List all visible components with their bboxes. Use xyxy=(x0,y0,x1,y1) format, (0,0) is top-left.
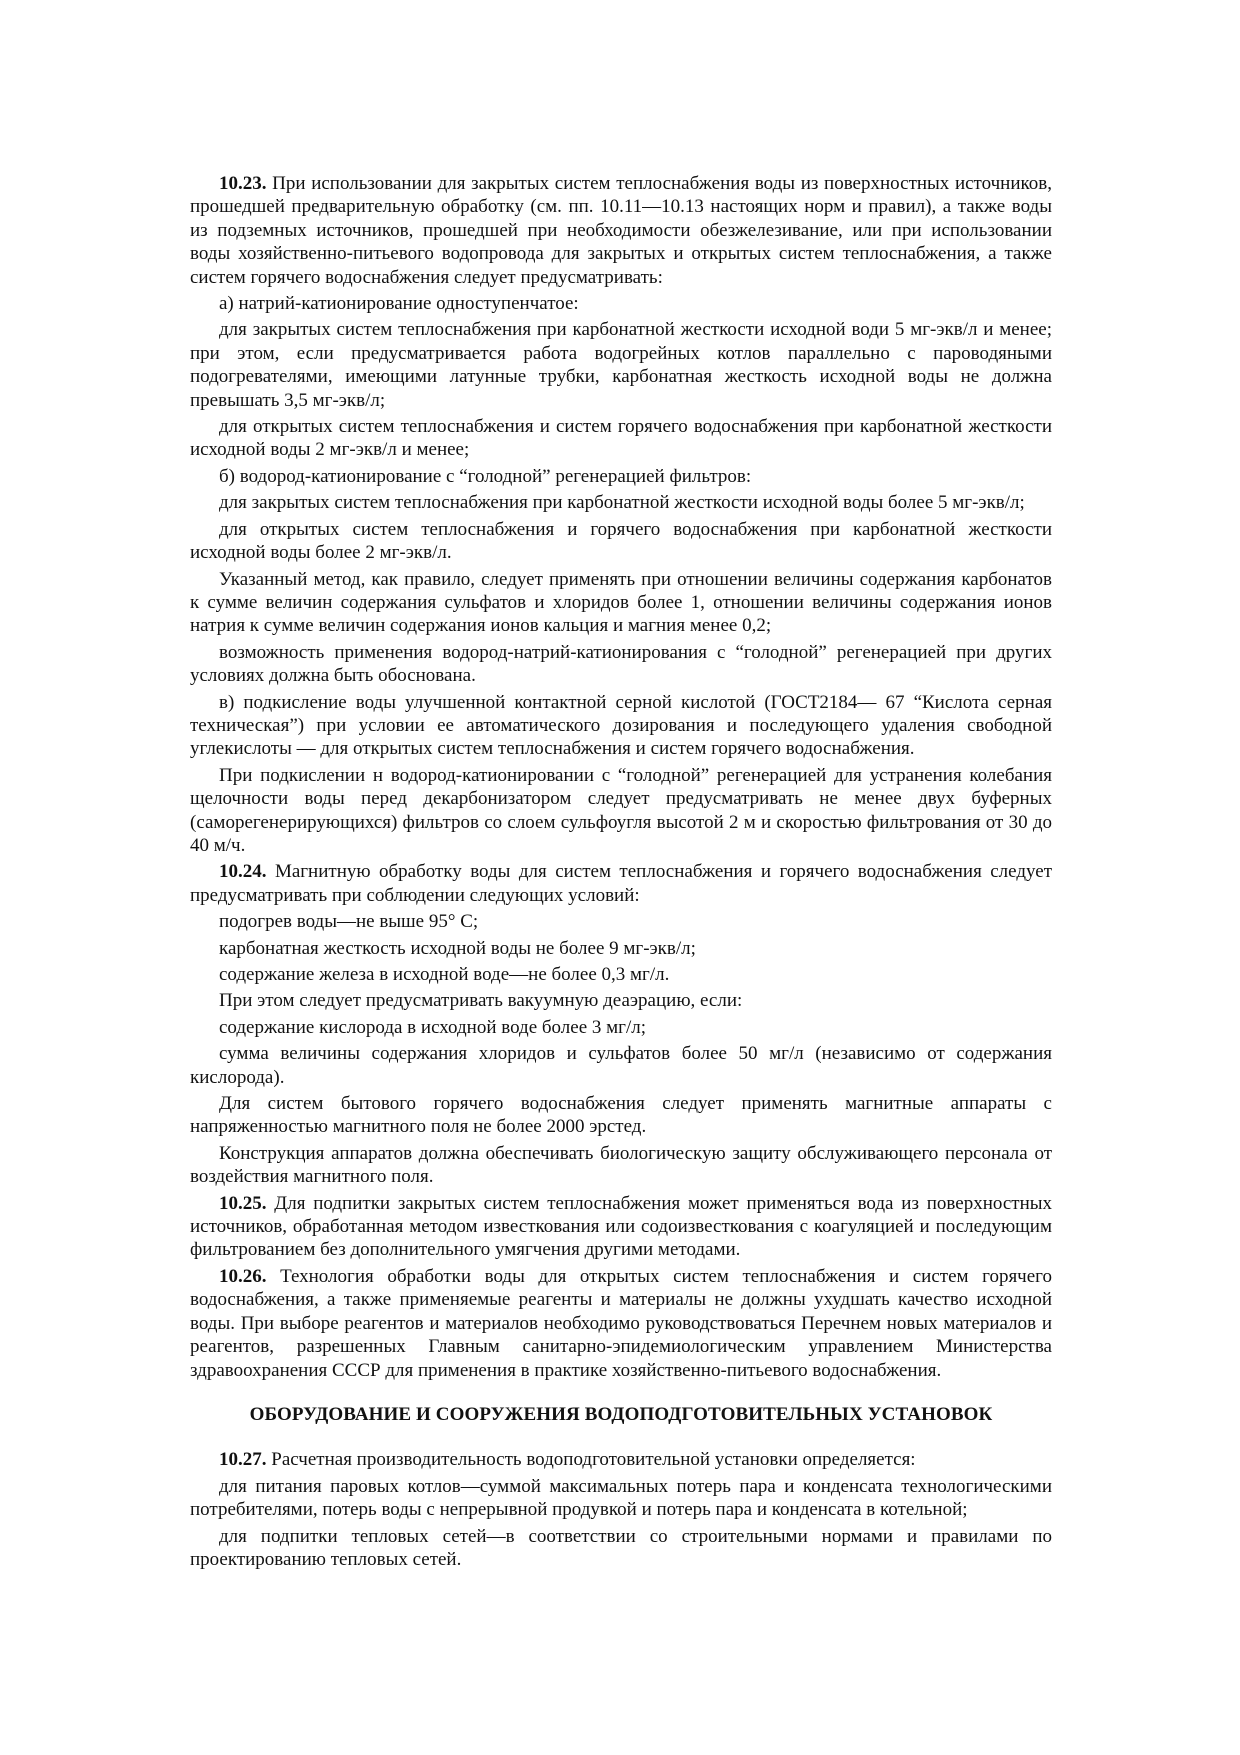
paragraph-text: Для систем бытового горячего водоснабжения следует применять магнитные аппараты с напряженностью магнитного поля не более 2000 эрстед. xyxy=(190,1093,1052,1138)
paragraph-text: подогрев воды—не выше 95° С; xyxy=(219,911,479,933)
paragraph-text: Конструкция аппаратов должна обеспечивать биологическую защиту обслуживающего персонала от воздействия магнитного поля. xyxy=(190,1142,1052,1188)
paragraph-text: в) подкисление воды улучшенной контактной серной кислотой (ГОСТ2184— 67 “Кислота серная техническая”) при условии ее автоматического дозирования и последующего удаления свободной углекислоты — для открытых систем теплоснабжения и систем горячего водоснабжения. xyxy=(190,691,1052,760)
paragraph xyxy=(190,910,1052,933)
clause-number: 10.27. xyxy=(219,1449,267,1471)
paragraph-text: сумма величины содержания хлоридов и сульфатов более 50 мг/л (независимо от содержания кислорода). xyxy=(190,1043,1052,1088)
paragraph-text: карбонатная жесткость исходной воды не более 9 мг-экв/л; xyxy=(219,937,696,959)
paragraph-text: содержание кислорода в исходной воде более 3 мг/л; xyxy=(219,1016,646,1038)
paragraph xyxy=(190,937,1052,960)
paragraph xyxy=(190,568,1052,638)
document-body xyxy=(190,172,1052,1571)
paragraph xyxy=(190,1475,1052,1522)
paragraph xyxy=(190,963,1052,986)
paragraph-text: Для подпитки закрытых систем теплоснабжения может применяться вода из поверхностных источников, обработанная методом известкования или содоизвесткования с коагуляцией и последующим фильтрованием без дополнительного умягчения другими методами. xyxy=(190,1192,1053,1261)
paragraph-text: Технология обработки воды для открытых систем теплоснабжения и систем горячего водоснабжения, а также применяемые реагенты и материалы не должны ухудшать качество исходной воды. При выборе реагентов и материалов необходимо руководствоваться Перечнем новых материалов и реагентов, разрешенных Главным санитарно-эпидемиологическим управлением Министерства здравоохранения СССР для применения в практике хозяйственно-питьевого водоснабжения. xyxy=(190,1265,1052,1381)
paragraph-text: При этом следует предусматривать вакуумную деаэрацию, если: xyxy=(219,990,743,1012)
paragraph xyxy=(190,415,1052,462)
paragraph-text: При использовании для закрытых систем теплоснабжения воды из поверхностных источников, прошедшей предварительную обработку (см. пп. 10.11—10.13 настоящих норм и правил), а также воды из подземных источников, прошедшей при необходимости обезжелезивание, или при использовании воды хозяйственно-питьевого водопровода для закрытых и открытых систем теплоснабжения, а также систем горячего водоснабжения следует предусматривать: xyxy=(190,173,1052,288)
paragraph-text: а) натрий-катионирование одноступенчатое: xyxy=(219,293,579,315)
paragraph xyxy=(190,292,1052,315)
paragraph-text: для открытых систем теплоснабжения и горячего водоснабжения при карбонатной жесткости исходной воды более 2 мг-экв/л. xyxy=(190,518,1052,564)
clause-number: 10.25. xyxy=(219,1192,267,1214)
paragraph xyxy=(190,1525,1052,1572)
paragraph-text: возможность применения водород-натрий-катионирования с “голодной” регенерацией при других условиях должна быть обоснована. xyxy=(190,641,1052,687)
paragraph-text: Расчетная производительность водоподготовительной установки определяется: xyxy=(271,1449,916,1471)
section-heading: ОБОРУДОВАНИЕ И СООРУЖЕНИЯ ВОДОПОДГОТОВИТЕЛЬНЫХ УСТАНОВОК xyxy=(249,1403,993,1425)
paragraph xyxy=(190,641,1052,688)
numbered-paragraph xyxy=(190,1265,1052,1382)
clause-number: 10.24. xyxy=(219,861,267,883)
paragraph xyxy=(190,465,1052,488)
paragraph-text: б) водород-катионирование с “голодной” регенерацией фильтров: xyxy=(219,465,752,487)
numbered-paragraph xyxy=(190,172,1052,289)
numbered-paragraph xyxy=(190,860,1052,907)
paragraph-text: Магнитную обработку воды для систем теплоснабжения и горячего водоснабжения следует предусматривать при соблюдении следующих условий: xyxy=(190,861,1052,906)
paragraph xyxy=(190,691,1052,761)
paragraph xyxy=(190,764,1052,858)
paragraph xyxy=(190,318,1052,412)
document-page xyxy=(190,172,1052,1574)
paragraph xyxy=(190,518,1052,565)
paragraph-text: для питания паровых котлов—суммой максимальных потерь пара и конденсата технологическими потребителями, потерь воды с непрерывной продувкой и потерь пара и конденсата в котельной; xyxy=(190,1475,1052,1521)
numbered-paragraph xyxy=(190,1192,1052,1262)
clause-number: 10.26. xyxy=(219,1265,267,1287)
paragraph-text: для закрытых систем теплоснабжения при карбонатной жесткости исходной води 5 мг-экв/л и менее; при этом, если предусматривается работа водогрейных котлов параллельно с пароводяными подогревателями, имеющими латунные трубки, карбонатная жесткость исходной воды не должна превышать 3,5 мг-экв/л; xyxy=(190,319,1052,411)
paragraph xyxy=(190,1042,1052,1089)
paragraph-text: для открытых систем теплоснабжения и систем горячего водоснабжения при карбонатной жесткости исходной воды 2 мг-экв/л и менее; xyxy=(190,416,1052,461)
paragraph-text: содержание железа в исходной воде—не более 0,3 мг/л. xyxy=(219,964,670,985)
paragraph-text: При подкислении н водород-катионировании с “голодной” регенерацией для устранения колебания щелочности воды перед декарбонизатором следует предусматривать не менее двух буферных (саморегенерирующихся) фильтров со слоем сульфоугля высотой 2 м и скоростью фильтрования от 30 до 40 м/ч. xyxy=(190,764,1052,856)
clause-number: 10.23. xyxy=(219,173,267,194)
paragraph xyxy=(190,1092,1052,1139)
paragraph xyxy=(190,1142,1052,1189)
paragraph xyxy=(190,491,1052,514)
paragraph xyxy=(190,1016,1052,1039)
paragraph-text: для подпитки тепловых сетей—в соответствии со строительными нормами и правилами по проектированию тепловых сетей. xyxy=(190,1525,1052,1570)
paragraph-text: для закрытых систем теплоснабжения при карбонатной жесткости исходной воды более 5 мг-экв/л; xyxy=(219,492,1025,514)
paragraph-text: Указанный метод, как правило, следует применять при отношении величины содержания карбонатов к сумме величин содержания сульфатов и хлоридов более 1, отношении величины содержания ионов натрия к сумме величин содержания ионов кальция и магния менее 0,2; xyxy=(190,568,1052,637)
numbered-paragraph xyxy=(190,1448,1052,1471)
paragraph xyxy=(190,989,1052,1012)
